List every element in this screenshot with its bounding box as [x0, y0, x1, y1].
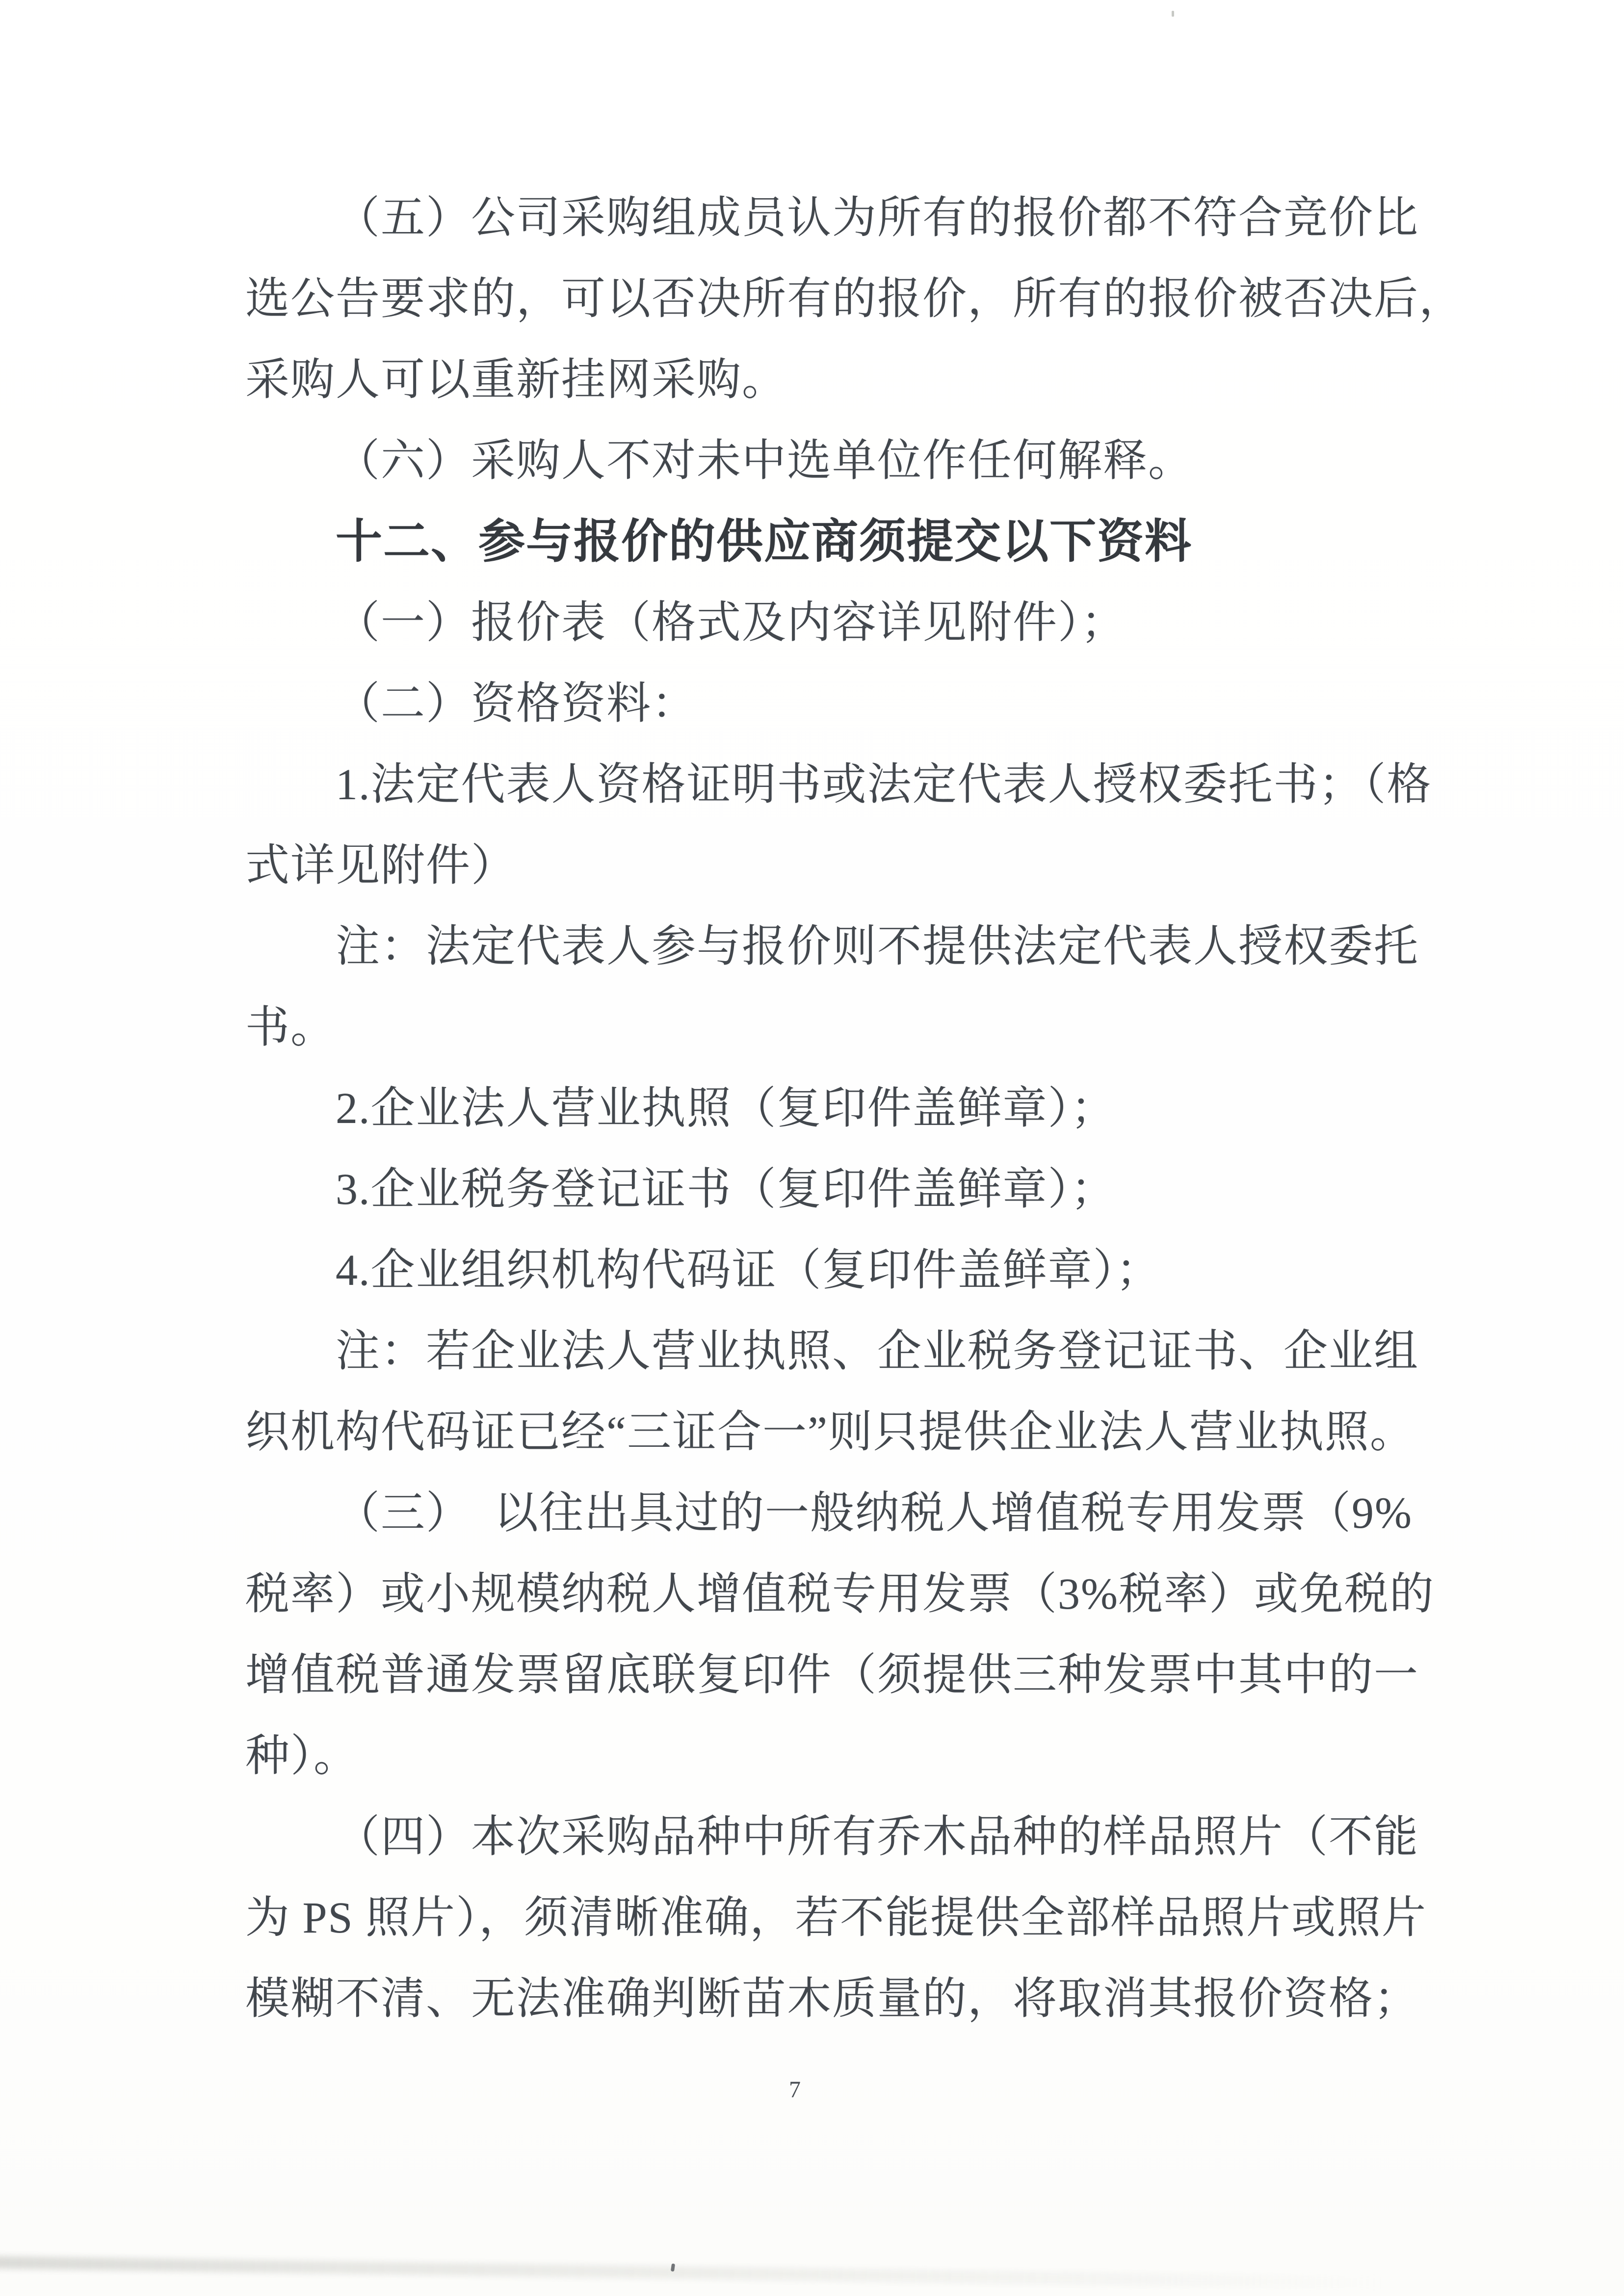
- section-heading-line: 十二、参与报价的供应商须提交以下资料: [336, 516, 1193, 568]
- text-line: 模糊不清、无法准确判断苗木质量的，将取消其报价资格；: [245, 1975, 1419, 2023]
- text-line: 税率）或小规模纳税人增值税专用发票（3%税率）或免税的: [245, 1570, 1435, 1618]
- scan-edge-shadow-artifact: [0, 2256, 1428, 2290]
- text-line: （三） 以往出具过的一般纳税人增值税专用发票（9%: [336, 1489, 1413, 1538]
- text-line: 3.企业税务登记证书（复印件盖鲜章）；: [336, 1165, 1116, 1214]
- text-line: 式详见附件）: [245, 841, 516, 890]
- text-line: 织机构代码证已经“三证合一”则只提供企业法人营业执照。: [245, 1408, 1415, 1457]
- text-line: 1.法定代表人资格证明书或法定代表人授权委托书；（格: [336, 760, 1432, 809]
- text-line: 书。: [245, 1003, 336, 1052]
- text-line: 注：若企业法人营业执照、企业税务登记证书、企业组: [336, 1327, 1419, 1376]
- text-line: 种）。: [245, 1732, 359, 1780]
- text-line: 注：法定代表人参与报价则不提供法定代表人授权委托: [336, 922, 1419, 971]
- text-line: （二）资格资料：: [336, 679, 697, 728]
- scan-speck-artifact: [1172, 11, 1174, 17]
- document-text-block: [245, 178, 1464, 2039]
- text-line: 2.企业法人营业执照（复印件盖鲜章）；: [336, 1084, 1116, 1133]
- text-line: （六）采购人不对未中选单位作任何解释。: [336, 437, 1193, 485]
- page-number: 7: [789, 2077, 801, 2103]
- text-line: 为 PS 照片），须清晰准确，若不能提供全部样品照片或照片: [245, 1894, 1427, 1942]
- text-line: 增值税普通发票留底联复印件（须提供三种发票中其中的一: [245, 1651, 1419, 1699]
- text-line: （一）报价表（格式及内容详见附件）；: [336, 599, 1126, 647]
- text-line: （五）公司采购组成员认为所有的报价都不符合竞价比: [336, 194, 1419, 242]
- text-line: （四）本次采购品种中所有乔木品种的样品照片（不能: [336, 1813, 1419, 1861]
- text-line: 采购人可以重新挂网采购。: [245, 356, 787, 404]
- text-line: 选公告要求的，可以否决所有的报价，所有的报价被否决后，: [245, 275, 1464, 323]
- text-line: 4.企业组织机构代码证（复印件盖鲜章）；: [336, 1246, 1161, 1295]
